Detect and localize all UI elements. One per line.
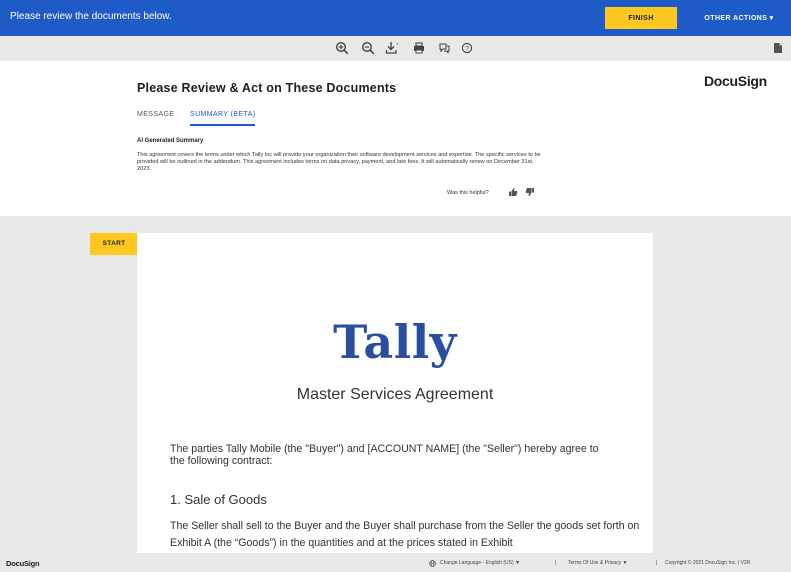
thumbs-up-icon[interactable] bbox=[508, 187, 518, 197]
help-icon[interactable] bbox=[460, 41, 474, 55]
footer-docusign-logo: DocuSign bbox=[6, 559, 40, 568]
tally-logo: Tally bbox=[333, 315, 457, 369]
finish-button[interactable]: FINISH bbox=[605, 7, 677, 29]
page-view-icon[interactable] bbox=[771, 41, 785, 55]
footer-separator: | bbox=[656, 560, 658, 566]
tab-message[interactable]: MESSAGE bbox=[137, 111, 175, 118]
document-title: Master Services Agreement bbox=[296, 386, 494, 403]
document-page bbox=[137, 233, 653, 553]
docusign-logo: DocuSign bbox=[704, 73, 767, 89]
terms-privacy-link[interactable]: Terms Of Use & Privacy ▼ bbox=[568, 560, 628, 566]
globe-icon bbox=[429, 560, 436, 569]
ai-summary-text: This agreement covers the terms under which Tally Inc will provide your organization their software development services and expertise. The specific services to be provided will be outlined in the addendum. This agreement includes terms on data privacy, payment, and late fees. It will automatically renew on December 31st, 2023. bbox=[137, 152, 541, 172]
section-heading: 1. Sale of Goods bbox=[170, 492, 267, 507]
review-summary-panel bbox=[0, 61, 791, 216]
footer-separator: | bbox=[555, 560, 557, 566]
helpful-prompt: Was this helpful? bbox=[447, 190, 489, 196]
footer bbox=[0, 556, 791, 572]
active-tab-indicator bbox=[190, 124, 255, 126]
intro-paragraph: The parties Tally Mobile (the "Buyer") and [ACCOUNT NAME] (the "Seller") hereby agree to the following contract: bbox=[170, 443, 599, 467]
page-title: Please Review & Act on These Documents bbox=[137, 81, 397, 95]
start-button[interactable]: START bbox=[90, 233, 138, 255]
download-icon[interactable] bbox=[385, 41, 399, 55]
top-banner bbox=[0, 0, 791, 36]
zoom-in-icon[interactable] bbox=[335, 41, 349, 55]
svg-text:?: ? bbox=[465, 45, 469, 53]
section-paragraph: The Seller shall sell to the Buyer and the Buyer shall purchase from the Seller the goods set forth on Exhibit A (the “Goods”) in the quantities and at the prices stated in Exhibit bbox=[170, 520, 640, 549]
document-toolbar bbox=[0, 36, 791, 61]
zoom-out-icon[interactable] bbox=[361, 41, 375, 55]
tab-summary-beta[interactable]: SUMMARY (BETA) bbox=[190, 111, 256, 118]
copyright-text: Copyright © 2021 DocuSign Inc. | V2R bbox=[665, 560, 751, 566]
banner-message: Please review the documents below. bbox=[10, 11, 172, 22]
comments-icon[interactable] bbox=[437, 41, 451, 55]
print-icon[interactable] bbox=[412, 41, 426, 55]
thumbs-down-icon[interactable] bbox=[525, 187, 535, 197]
ai-summary-heading: AI Generated Summary bbox=[137, 138, 204, 144]
change-language-link[interactable]: Change Language - English (US) ▼ bbox=[440, 560, 520, 566]
other-actions-button[interactable]: OTHER ACTIONS ▾ bbox=[690, 7, 788, 29]
